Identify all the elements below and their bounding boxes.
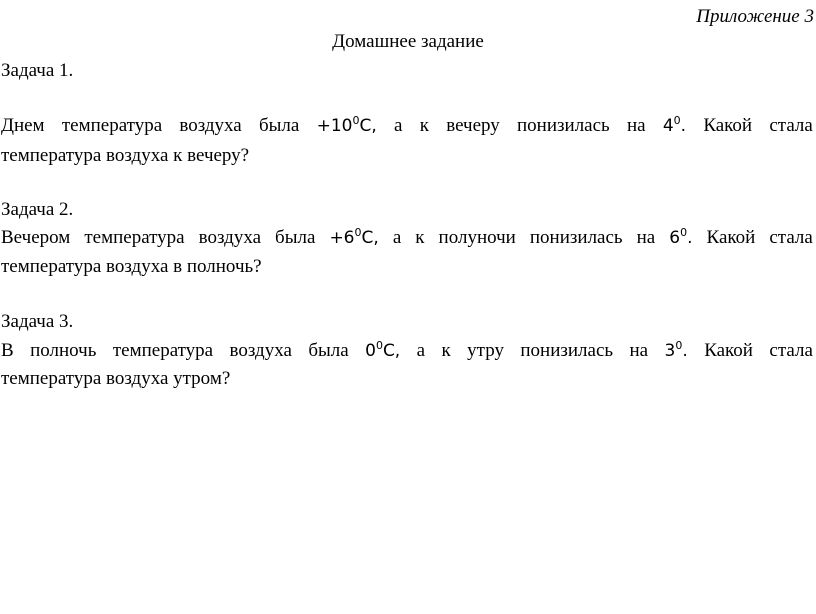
- task-1-start-temperature: [317, 116, 377, 136]
- task-2-start-value: +6: [329, 228, 355, 248]
- task-1-word: к: [419, 115, 429, 136]
- task-3-word: утру: [467, 340, 504, 361]
- task-2-word: воздуха: [198, 227, 262, 248]
- task-2-word: полуночи: [438, 227, 516, 248]
- task-2-word: была: [275, 227, 316, 248]
- task-1-drop-value: 4: [662, 116, 674, 136]
- task-2-line1: [1, 227, 813, 249]
- task-1-word: а: [394, 115, 403, 136]
- task-3-word: а: [416, 340, 426, 361]
- task-2-word: Вечером: [1, 227, 71, 248]
- task-1-word: была: [259, 115, 300, 136]
- task-3-drop-temperature: [665, 341, 688, 361]
- task-1-line2: температура воздуха к вечеру?: [1, 145, 250, 166]
- task-2-tail: .: [687, 228, 693, 248]
- task-3-drop-value: 3: [664, 341, 676, 361]
- task-3-start-value: 0: [365, 341, 376, 361]
- task-2-word: к: [415, 227, 425, 248]
- task-3-tail: .: [682, 341, 688, 361]
- task-3-word: воздуха: [229, 340, 292, 361]
- page-title: Домашнее задание: [332, 31, 484, 52]
- task-1-word: Какой: [703, 115, 753, 136]
- task-1-tail: .: [680, 116, 687, 136]
- task-1-word: воздуха: [179, 115, 242, 136]
- task-2-heading: Задача 2.: [1, 199, 74, 220]
- task-1-start-value: +10: [316, 116, 353, 136]
- task-3-word: полночь: [30, 340, 97, 361]
- task-2-unit: C,: [361, 228, 379, 248]
- task-3-word: В: [1, 340, 14, 361]
- task-3-line2: температура воздуха утром?: [1, 368, 231, 389]
- task-3-start-temperature: [365, 341, 400, 361]
- task-1-word: понизилась: [517, 115, 610, 136]
- task-2-start-temperature: [329, 228, 378, 248]
- task-3-heading: Задача 3.: [1, 311, 74, 332]
- task-3-drop-degree: 0: [675, 339, 683, 352]
- task-2-line2: температура воздуха в полночь?: [1, 256, 262, 277]
- task-3-degree: 0: [375, 339, 383, 352]
- task-1-unit: C,: [359, 116, 377, 136]
- task-2-word: на: [636, 227, 656, 248]
- task-2-degree: 0: [354, 226, 362, 239]
- task-1-degree: 0: [352, 114, 360, 127]
- task-1-word: на: [626, 115, 646, 136]
- task-1-word: вечеру: [446, 115, 500, 136]
- task-1-drop-temperature: [663, 116, 686, 136]
- task-3-word: была: [308, 340, 349, 361]
- task-3-word: температура: [112, 340, 214, 361]
- task-3-line1: [1, 340, 813, 362]
- task-2-drop-degree: 0: [680, 226, 688, 239]
- task-2-word: Какой: [706, 227, 756, 248]
- task-2-word: понизилась: [529, 227, 623, 248]
- task-3-word: к: [441, 340, 451, 361]
- task-1-word: температура: [61, 115, 163, 136]
- task-2-word: а: [392, 227, 402, 248]
- task-1-heading: Задача 1.: [1, 60, 74, 81]
- task-2-word: стала: [769, 227, 813, 248]
- task-1-word: Днем: [1, 115, 45, 136]
- task-1-line1: [1, 115, 813, 137]
- task-3-word: понизилась: [520, 340, 614, 361]
- task-1-drop-degree: 0: [673, 114, 681, 127]
- task-3-unit: C,: [382, 341, 401, 361]
- task-1-word: стала: [769, 115, 813, 136]
- task-2-drop-value: 6: [669, 228, 681, 248]
- task-3-word: стала: [769, 340, 813, 361]
- task-2-drop-temperature: [669, 228, 692, 248]
- task-3-word: на: [629, 340, 649, 361]
- appendix-label: Приложение 3: [696, 6, 814, 27]
- task-3-word: Какой: [704, 340, 753, 361]
- task-2-word: температура: [84, 227, 185, 248]
